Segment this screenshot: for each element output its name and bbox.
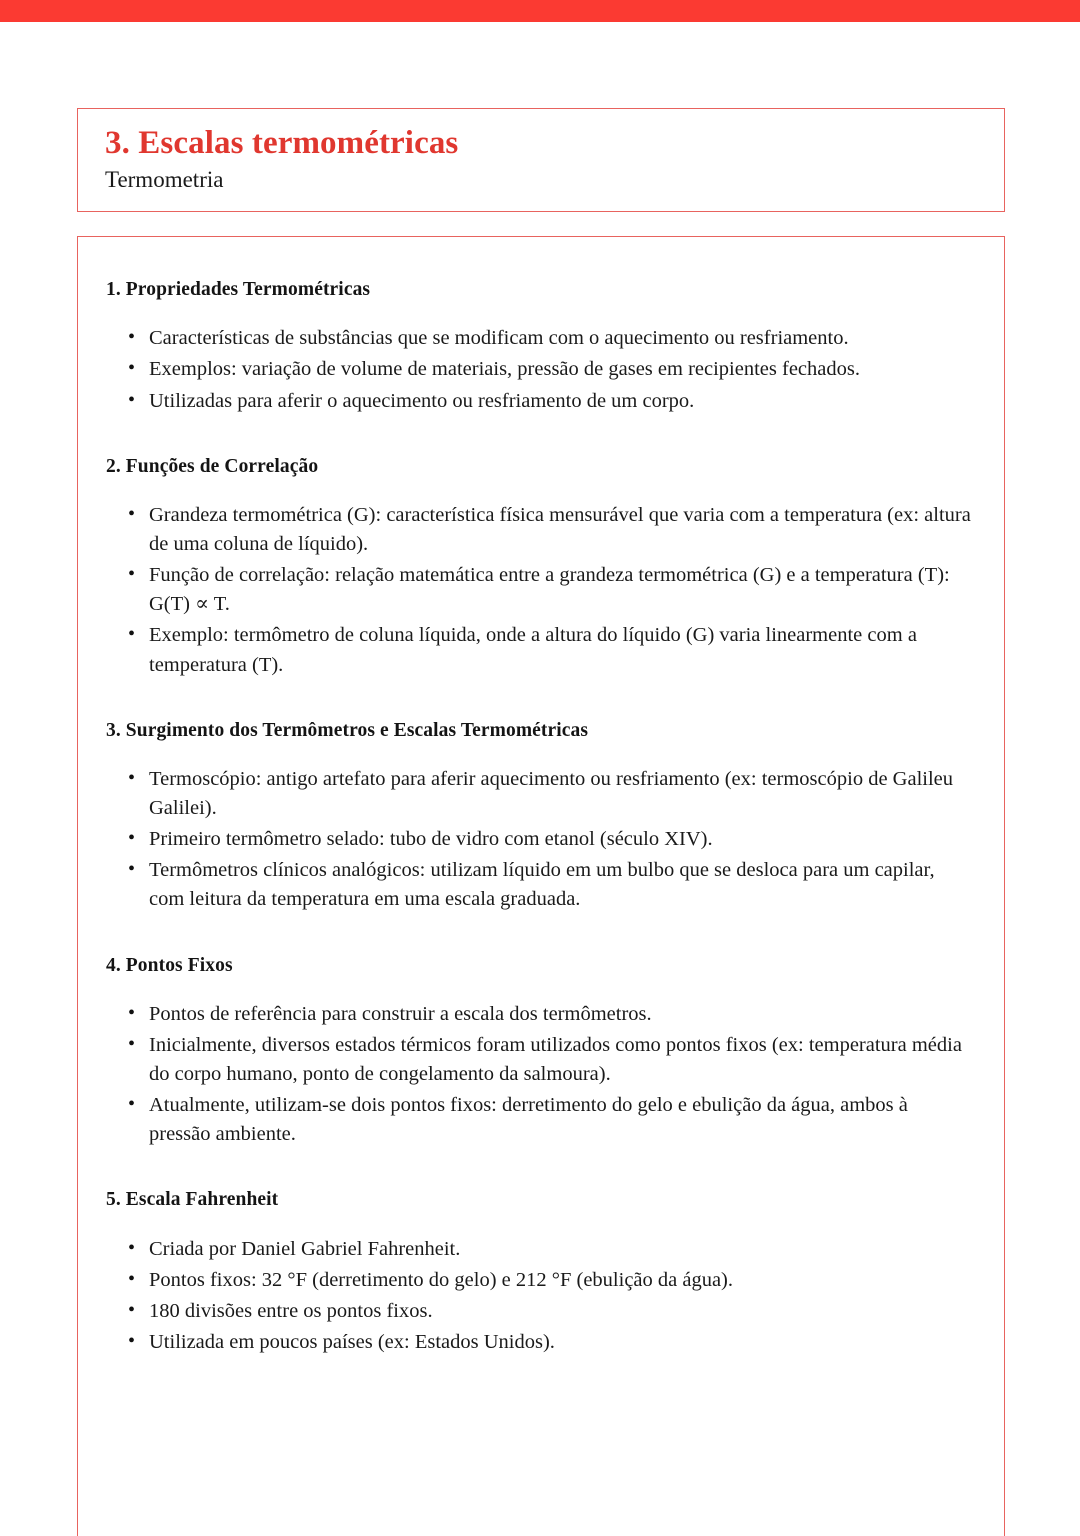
content-section: [106, 277, 974, 444]
bullet-item: • Exemplos: variação de volume de materiais, pressão de gases em recipientes fechados.: [106, 355, 974, 384]
bullet-item: • Características de substâncias que se modificam com o aquecimento ou resfriamento.: [106, 324, 974, 353]
bullet-list: [106, 1235, 974, 1357]
bullet-list: [106, 324, 974, 415]
section-spacer: [106, 1151, 974, 1177]
bullet-item: • Grandeza termométrica (G): característica física mensurável que varia com a temperatura (ex: altura de uma coluna de líquido).: [106, 501, 974, 559]
section-heading: 3. Surgimento dos Termômetros e Escalas Termométricas: [106, 719, 589, 741]
content-section: [106, 454, 974, 708]
section-heading: 5. Escala Fahrenheit: [106, 1189, 279, 1211]
section-spacer: [106, 917, 974, 943]
section-spacer: [106, 418, 974, 444]
bullet-item: • Função de correlação: relação matemática entre a grandeza termométrica (G) e a temperatura (T): G(T) ∝ T.: [106, 561, 974, 619]
section-spacer: [106, 1359, 974, 1385]
section-spacer: [106, 682, 974, 708]
bullet-item: • Termoscópio: antigo artefato para aferir aquecimento ou resfriamento (ex: termoscópio de Galileu Galilei).: [106, 765, 974, 823]
bullet-item: • Utilizadas para aferir o aquecimento ou resfriamento de um corpo.: [106, 387, 974, 416]
bullet-list: [106, 1000, 974, 1150]
bullet-item: • Utilizada em poucos países (ex: Estados Unidos).: [106, 1328, 974, 1357]
bullet-list: [106, 501, 974, 680]
page-subtitle: Termometria: [105, 166, 224, 192]
bullet-item: • Criada por Daniel Gabriel Fahrenheit.: [106, 1235, 974, 1264]
section-heading: 2. Funções de Correlação: [106, 455, 319, 477]
section-heading: 1. Propriedades Termométricas: [106, 279, 371, 300]
section-heading: 4. Pontos Fixos: [106, 954, 233, 976]
bullet-item: • Pontos fixos: 32 °F (derretimento do gelo) e 212 °F (ebulição da água).: [106, 1266, 974, 1295]
top-accent-bar: [0, 0, 1080, 22]
bullet-list: [106, 765, 974, 915]
bullet-item: • Pontos de referência para construir a escala dos termômetros.: [106, 1000, 974, 1029]
content-section: [106, 1187, 974, 1385]
sections-container: [78, 237, 1004, 1385]
bullet-item: • Exemplo: termômetro de coluna líquida, onde a altura do líquido (G) varia linearmente com a temperatura (T).: [106, 621, 974, 679]
bullet-item: • Primeiro termômetro selado: tubo de vidro com etanol (século XIV).: [106, 825, 974, 854]
content-section: [106, 953, 974, 1178]
bullet-item: • Atualmente, utilizam-se dois pontos fixos: derretimento do gelo e ebulição da água, ambos à pressão ambiente.: [106, 1091, 974, 1149]
document-header-inner: [78, 109, 1004, 194]
page-title: 3. Escalas termométricas: [105, 125, 459, 161]
content-section: [106, 718, 974, 943]
document-content-card: [77, 236, 1005, 1536]
bullet-item: • Inicialmente, diversos estados térmicos foram utilizados como pontos fixos (ex: temperatura média do corpo humano, ponto de congelamento da salmoura).: [106, 1031, 974, 1089]
bullet-item: • Termômetros clínicos analógicos: utilizam líquido em um bulbo que se desloca para um capilar, com leitura da temperatura em uma escala graduada.: [106, 856, 974, 914]
bullet-item: • 180 divisões entre os pontos fixos.: [106, 1297, 974, 1326]
document-header-card: [77, 108, 1005, 212]
